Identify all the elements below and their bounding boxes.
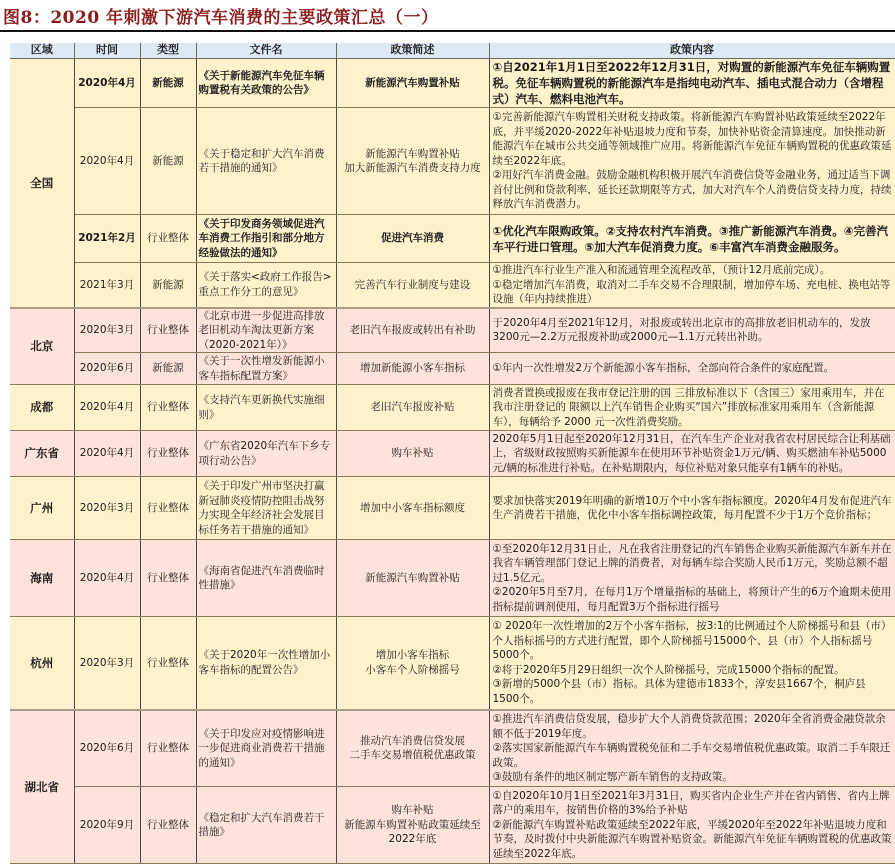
type-cell: 行业整体 bbox=[140, 787, 196, 864]
time-cell: 2020年3月 bbox=[74, 308, 140, 353]
table-row bbox=[10, 617, 895, 710]
table-row bbox=[10, 215, 895, 263]
table-row bbox=[10, 59, 895, 108]
time-cell: 2020年4月 bbox=[74, 385, 140, 431]
content-cell: ①优化汽车限购政策。②支持农村汽车消费。③推广新能源汽车消费。④完善汽车平行进口管理。⑤加大汽车促消费力度。⑥丰富汽车消费金融服务。 bbox=[489, 215, 895, 263]
content-cell: ①至2020年12月31日止，凡在我省注册登记的汽车销售企业购买新能源汽车新车并在我省车辆管理部门登记上牌的消费者，对每辆车综合奖励人民币1万元，奖励总额不超过1.5亿元。 ②2020年5月至7月，在每月1万个增量指标的基础上，将预计产生的6万个逾期未使用指标提前调剂使用，每月配置3万个指标进行摇号 bbox=[489, 540, 895, 617]
time-cell: 2020年3月 bbox=[74, 477, 140, 540]
region-cell: 广东省 bbox=[10, 431, 74, 477]
time-cell: 2020年6月 bbox=[74, 353, 140, 385]
table-row bbox=[10, 540, 895, 617]
region-cell: 杭州 bbox=[10, 617, 74, 710]
document-cell: 《关于稳定和扩大汽车消费若干措施的通知》 bbox=[196, 108, 336, 215]
time-cell: 2020年4月 bbox=[74, 59, 140, 108]
region-cell: 湖北省 bbox=[10, 710, 74, 864]
summary-cell: 新能源汽车购置补贴 bbox=[336, 540, 489, 617]
content-cell: ①推进汽车行业生产准入和流通管理全流程改革，（预计12月底前完成）。 ①稳定增加汽车消费，取消对二手车交易不合理限制，增加停车场、充电桩、换电站等设施（年内持续推进） bbox=[489, 263, 895, 308]
type-cell: 行业整体 bbox=[140, 710, 196, 787]
document-cell: 《广东省2020年汽车下乡专项行动公告》 bbox=[196, 431, 336, 477]
summary-cell: 购车补贴 bbox=[336, 431, 489, 477]
time-cell: 2020年4月 bbox=[74, 431, 140, 477]
summary-cell: 增加新能源小客车指标 bbox=[336, 353, 489, 385]
type-cell: 行业整体 bbox=[140, 617, 196, 710]
content-cell: 2020年5月1日起至2020年12月31日，在汽车生产企业对我省农村居民综合让利基础上，省级财政按照购买新能源车在使用环节补贴资金1万元/辆、购买燃油车补贴5000元/辆的标准进行补贴。在补贴期限内，每位补贴对象只能享有1辆车的补贴。 bbox=[489, 431, 895, 477]
time-cell: 2021年3月 bbox=[74, 263, 140, 308]
type-cell: 行业整体 bbox=[140, 308, 196, 353]
document-cell: 《关于2020年一次性增加小客车指标的配置公告》 bbox=[196, 617, 336, 710]
document-cell: 《关于印发商务领域促进汽车消费工作指引和部分地方经验做法的通知》 bbox=[196, 215, 336, 263]
type-cell: 行业整体 bbox=[140, 431, 196, 477]
header-region: 区域 bbox=[10, 43, 74, 59]
document-cell: 《关于新能源汽车免征车辆购置税有关政策的公告》 bbox=[196, 59, 336, 108]
region-cell: 全国 bbox=[10, 59, 74, 308]
type-cell: 新能源 bbox=[140, 263, 196, 308]
time-cell: 2020年3月 bbox=[74, 617, 140, 710]
time-cell: 2020年9月 bbox=[74, 787, 140, 864]
type-cell: 行业整体 bbox=[140, 215, 196, 263]
summary-cell: 完善汽车行业制度与建设 bbox=[336, 263, 489, 308]
summary-cell: 老旧汽车报废或转出有补助 bbox=[336, 308, 489, 353]
document-cell: 《支持汽车更新换代实施细则》 bbox=[196, 385, 336, 431]
table-row bbox=[10, 308, 895, 353]
table-row bbox=[10, 431, 895, 477]
region-cell: 海南 bbox=[10, 540, 74, 617]
region-cell: 北京 bbox=[10, 308, 74, 385]
table-row bbox=[10, 710, 895, 787]
type-cell: 新能源 bbox=[140, 108, 196, 215]
time-cell: 2020年4月 bbox=[74, 540, 140, 617]
header-time: 时间 bbox=[74, 43, 140, 59]
document-cell: 《稳定和扩大汽车消费若干措施》 bbox=[196, 787, 336, 864]
header-summary: 政策简述 bbox=[336, 43, 489, 59]
content-cell: ①自2020年10月1日至2021年3月31日，购买省内企业生产并在省内销售、省内上牌落户的乘用车，按销售价格的3%给予补贴 ②新能源汽车购置补贴政策延续至2022年底，平缓2020年至2022年补贴退坡力度和节奏，及时拨付中央新能源汽车购置补贴资金。新能源汽车免征车辆购置税的优惠政策延续至2022年底。 bbox=[489, 787, 895, 864]
content-cell: ① 2020年一次性增加的2万个小客车指标，按3:1的比例通过个人阶梯摇号和县（市）个人指标摇号的方式进行配置，即个人阶梯摇号15000个、县（市）个人指标摇号5000个。 ②将于2020年5月29日组织一次个人阶梯摇号，完成15000个指标的配置。 ③新增的5000个县（市）指标。具体为建德市1833个，淳安县1667个，桐庐县1500个。 bbox=[489, 617, 895, 710]
content-cell: ①年内一次性增发2万个新能源小客车指标，全部向符合条件的家庭配置。 bbox=[489, 353, 895, 385]
summary-cell: 增加中小客车指标额度 bbox=[336, 477, 489, 540]
table-row bbox=[10, 108, 895, 215]
document-cell: 《关于一次性增发新能源小客车指标配置方案》 bbox=[196, 353, 336, 385]
table-row bbox=[10, 787, 895, 864]
header-document: 文件名 bbox=[196, 43, 336, 59]
table-header-row bbox=[10, 43, 895, 59]
summary-cell: 购车补贴 新能源车购置补贴政策延续至2022年底 bbox=[336, 787, 489, 864]
document-cell: 《关于印发广州市坚决打赢新冠肺炎疫情防控阻击战努力实现全年经济社会发展目标任务若干措施的通知》 bbox=[196, 477, 336, 540]
document-cell: 《北京市进一步促进高排放老旧机动车淘汰更新方案（2020-2021年）》 bbox=[196, 308, 336, 353]
table-row bbox=[10, 385, 895, 431]
type-cell: 行业整体 bbox=[140, 477, 196, 540]
time-cell: 2020年6月 bbox=[74, 710, 140, 787]
type-cell: 新能源 bbox=[140, 353, 196, 385]
document-cell: 《关于印发应对疫情影响进一步促进商业消费若干措施的通知》 bbox=[196, 710, 336, 787]
table-row bbox=[10, 353, 895, 385]
type-cell: 行业整体 bbox=[140, 540, 196, 617]
table-row bbox=[10, 477, 895, 540]
document-cell: 《关于落实<政府工作报告>重点工作分工的意见》 bbox=[196, 263, 336, 308]
content-cell: 于2020年4月至2021年12月，对报废或转出北京市的高排放老旧机动车的，发放3200元—2.2万元报废补助或2000元—1.1万元转出补助。 bbox=[489, 308, 895, 353]
policy-table bbox=[10, 43, 895, 864]
summary-cell: 新能源汽车购置补贴 加大新能源汽车消费支持力度 bbox=[336, 108, 489, 215]
header-content: 政策内容 bbox=[489, 43, 895, 59]
content-cell: 要求加快落实2019年明确的新增10万个中小客车指标额度。2020年4月发布促进汽车生产消费若干措施，优化中小客车指标调控政策，每月配置不少于1万个竞价指标； bbox=[489, 477, 895, 540]
region-cell: 成都 bbox=[10, 385, 74, 431]
header-type: 类型 bbox=[140, 43, 196, 59]
content-cell: ①自2021年1月1日至2022年12月31日，对购置的新能源汽车免征车辆购置税。免征车辆购置税的新能源汽车是指纯电动汽车、插电式混合动力（含增程式）汽车、燃料电池汽车。 bbox=[489, 59, 895, 108]
time-cell: 2021年2月 bbox=[74, 215, 140, 263]
summary-cell: 增加小客车指标 小客车个人阶梯摇号 bbox=[336, 617, 489, 710]
summary-cell: 老旧汽车报废补贴 bbox=[336, 385, 489, 431]
summary-cell: 新能源汽车购置补贴 bbox=[336, 59, 489, 108]
table-row bbox=[10, 263, 895, 308]
type-cell: 新能源 bbox=[140, 59, 196, 108]
figure-title: 图8：2020 年刺激下游汽车消费的主要政策汇总（一） bbox=[3, 8, 439, 28]
title-divider bbox=[0, 30, 895, 32]
content-cell: ①完善新能源汽车购置相关财税支持政策。将新能源汽车购置补贴政策延续至2022年底，并平缓2020-2022年补贴退坡力度和节奏，加快补贴资金清算速度。加快推动新能源汽车在城市公共交通等领域推广应用。将新能源汽车免征车辆购置税的优惠政策延续至2022年底。 ②用好汽车消费金融。鼓励金融机构积极开展汽车消费信贷等金融业务，通过适当下调首付比例和贷款利率、延长还款期限等方式，加大对汽车个人消费信贷支持力度，持续释放汽车消费潜力。 bbox=[489, 108, 895, 215]
time-cell: 2020年4月 bbox=[74, 108, 140, 215]
summary-cell: 促进汽车消费 bbox=[336, 215, 489, 263]
region-cell: 广州 bbox=[10, 477, 74, 540]
type-cell: 行业整体 bbox=[140, 385, 196, 431]
content-cell: ①推进汽车消费信贷发展，稳步扩大个人消费贷款范围；2020年全省消费金融贷款余额不低于2019年度。 ②落实国家新能源汽车车辆购置税免征和二手车交易增值税优惠政策。取消二手车限迁政策。 ③鼓励有条件的地区制定鄂产新车销售的支持政策。 bbox=[489, 710, 895, 787]
document-cell: 《海南省促进汽车消费临时性措施》 bbox=[196, 540, 336, 617]
content-cell: 消费者置换或报废在我市登记注册的国 三排放标准以下（含国三）家用乘用车，并在我市注册登记的 限额以上汽车销售企业购买“国六”排放标准家用乘用车（含新能源车），每辆给予 2000 元一次性消费奖励。 bbox=[489, 385, 895, 431]
summary-cell: 推动汽车消费信贷发展 二手车交易增值税优惠政策 bbox=[336, 710, 489, 787]
